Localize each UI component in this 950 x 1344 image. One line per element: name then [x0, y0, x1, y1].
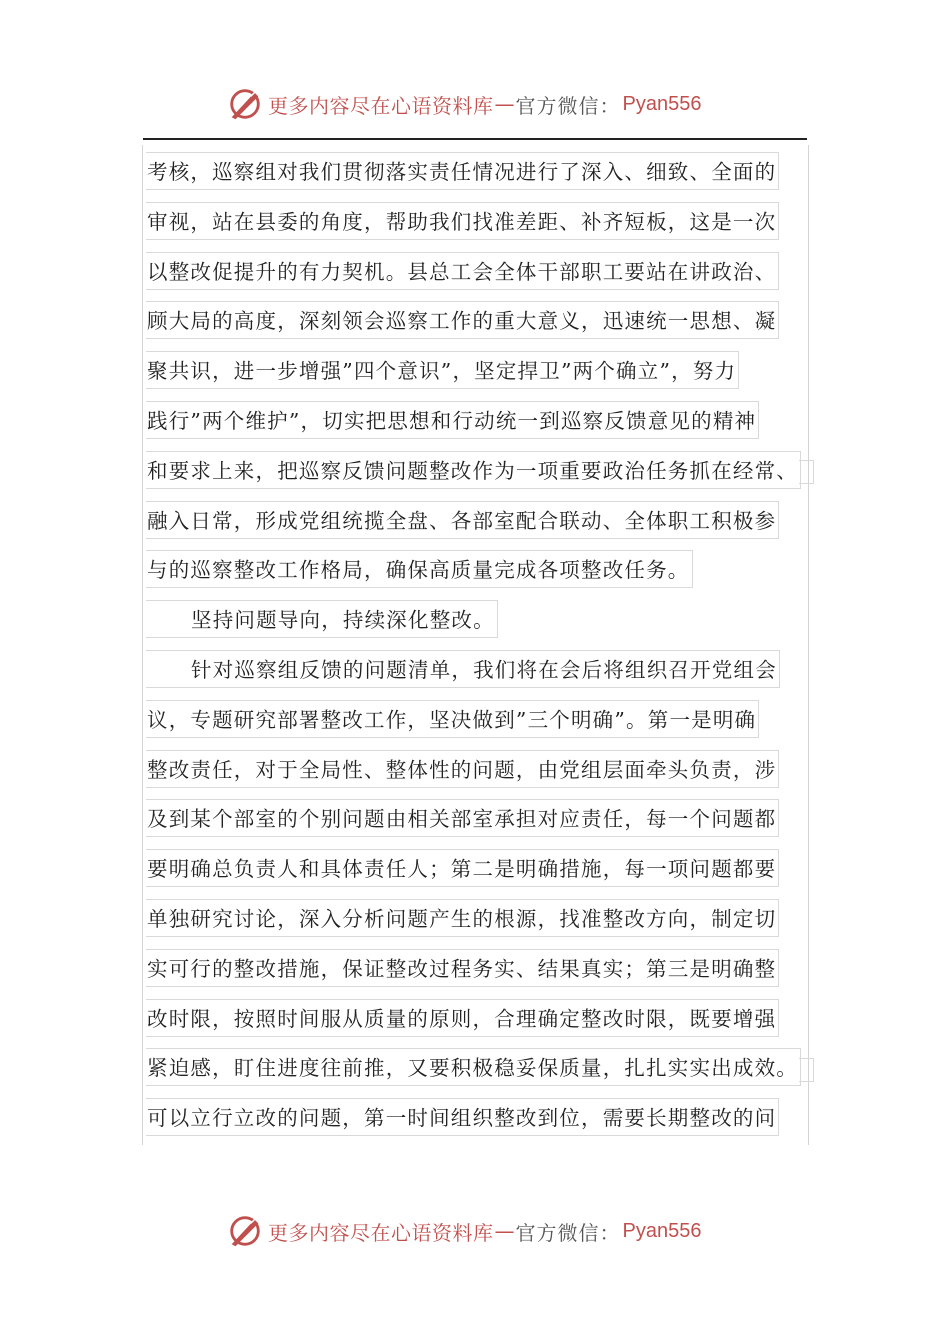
text-line: 单独研究讨论，深入分析问题产生的根源，找准整改方向，制定切	[146, 899, 826, 949]
text-line: 践行”两个维护”，切实把思想和行动统一到巡察反馈意见的精神	[146, 401, 826, 451]
text-line: 聚共识，进一步增强”四个意识”，坚定捍卫”两个确立”，努力	[146, 351, 826, 401]
text-line: 考核，巡察组对我们贯彻落实责任情况进行了深入、细致、全面的	[146, 152, 826, 202]
text-line: 顾大局的高度，深刻领会巡察工作的重大意义，迅速统一思想、凝	[146, 301, 826, 351]
pen-logo-icon	[226, 85, 264, 123]
text-line: 可以立行立改的问题，第一时间组织整改到位，需要长期整改的问	[146, 1098, 826, 1148]
banner-text: 更多内容尽在心语资料库	[268, 1220, 494, 1245]
header-banner	[226, 84, 701, 124]
text-line: 针对巡察组反馈的问题清单，我们将在会后将组织召开党组会	[146, 650, 826, 700]
text-line: 紧迫感，盯住进度往前推，又要积极稳妥保质量，扎扎实实出成效。	[146, 1048, 826, 1098]
banner-text: 更多内容尽在心语资料库	[268, 93, 494, 118]
banner-wechat-id: Pyan556	[622, 1219, 702, 1242]
banner-label: 官方微信：	[515, 93, 621, 118]
banner-wechat-id: Pyan556	[622, 92, 702, 115]
text-line: 议，专题研究部署整改工作，坚决做到”三个明确”。第一是明确	[146, 700, 826, 750]
footer-banner	[226, 1211, 701, 1251]
banner-dash: —	[494, 92, 515, 116]
banner-label: 官方微信：	[515, 1220, 621, 1245]
text-line: 整改责任，对于全局性、整体性的问题，由党组层面牵头负责，涉	[146, 750, 826, 800]
text-line: 审视，站在县委的角度，帮助我们找准差距、补齐短板，这是一次	[146, 202, 826, 252]
text-line: 以整改促提升的有力契机。县总工会全体干部职工要站在讲政治、	[146, 252, 826, 302]
pen-logo-icon	[226, 1212, 264, 1250]
text-line: 及到某个部室的个别问题由相关部室承担对应责任，每一个问题都	[146, 799, 826, 849]
section-heading: 坚持问题导向，持续深化整改。	[146, 600, 826, 650]
banner-dash: —	[494, 1219, 515, 1243]
text-line: 与的巡察整改工作格局，确保高质量完成各项整改任务。	[146, 550, 826, 600]
text-line: 融入日常，形成党组统揽全盘、各部室配合联动、全体职工积极参	[146, 501, 826, 551]
text-line: 要明确总负责人和具体责任人；第二是明确措施，每一项问题都要	[146, 849, 826, 899]
text-line: 改时限，按照时间服从质量的原则，合理确定整改时限，既要增强	[146, 999, 826, 1049]
header-rule	[143, 138, 807, 140]
text-line: 和要求上来，把巡察反馈问题整改作为一项重要政治任务抓在经常、	[146, 451, 826, 501]
document-body	[146, 152, 826, 1148]
text-line: 实可行的整改措施，保证整改过程务实、结果真实；第三是明确整	[146, 949, 826, 999]
